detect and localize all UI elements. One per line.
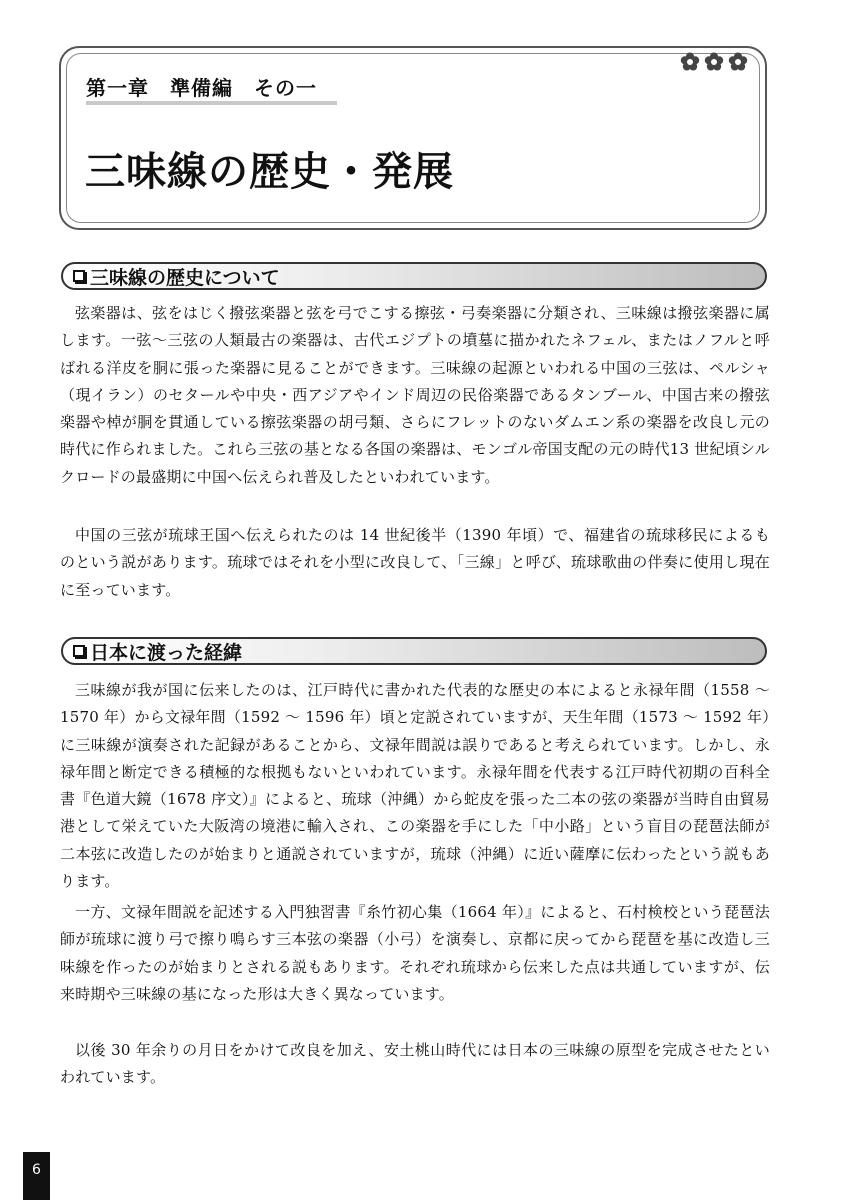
plum-blossom-icon — [680, 52, 700, 72]
checkbox-square-icon — [73, 645, 85, 657]
page-number: 6 — [23, 1152, 50, 1200]
plum-blossom-decoration — [680, 52, 748, 72]
section-heading-history — [61, 262, 767, 290]
paragraph: 弦楽器は、弦をはじく撥弦楽器と弦を弓でこする擦弦・弓奏楽器に分類され、三味線は撥弦楽器に属します。一弦～三弦の人類最古の楽器は、古代エジプトの墳墓に描かれたネフェル、またはノフルと呼ばれる洋皮を胴に張った楽器に見ることができます。三味線の起源といわれる中国の三弦は、ペルシャ（現イラン）のセタールや中央・西アジアやインド周辺の民俗楽器であるタンブール、中国古来の撥弦楽器や棹が胴を貫通している擦弦楽器の胡弓類、さらにフレットのないダムエン系の楽器を改良し元の時代に作られました。これら三弦の基となる各国の楽器は、モンゴル帝国支配の元の時代13 世紀頃シルクロードの最盛期に中国へ伝えられ普及したといわれています。 — [60, 304, 770, 486]
paragraph: 以後 30 年余りの月日をかけて改良を加え、安土桃山時代には日本の三味線の原型を完成させたといわれています。 — [60, 1041, 770, 1087]
section-heading-text: 三味線の歴史について — [90, 266, 280, 289]
plum-blossom-icon — [728, 52, 748, 72]
chapter-label: 第一章 準備編 その一 — [86, 72, 337, 105]
section-heading-arrival — [61, 637, 767, 665]
paragraph: 三味線が我が国に伝来したのは、江戸時代に書かれた代表的な歴史の本によると永禄年間（1558 ～ 1570 年）から文禄年間（1592 ～ 1596 年）頃と定説されていますが、天生年間（1573 ～ 1592 年）に三味線が演奏された記録があることから、文禄年間説は誤りであると考えられています。しかし、永禄年間と断定できる積極的な根拠もないといわれています。永禄年間を代表する江戸時代初期の百科全書『色道大鏡（1678 序文）』によると、琉球（沖縄）から蛇皮を張った二本の弦の楽器が当時自由貿易港として栄えていた大阪湾の境港に輸入され、この楽器を手にした「中小路」という盲目の琵琶法師が二本弦に改造したのが始まりと通説されていますが，琉球（沖縄）に近い薩摩に伝わったという説もあります。 — [60, 681, 770, 891]
section-heading-text: 日本に渡った経緯 — [90, 641, 243, 664]
plum-blossom-icon — [704, 52, 724, 72]
page-title: 三味線の歴史・発展 — [85, 148, 454, 195]
paragraph: 一方、文禄年間説を記述する入門独習書『糸竹初心集（1664 年）』によると、石村検校という琵琶法師が琉球に渡り弓で擦り鳴らす三本弦の楽器（小弓）を演奏し、京都に戻ってから琵琶を基に改造し三味線を作ったのが始まりとされる説もあります。それぞれ琉球から伝来した点は共通していますが、伝来時期や三味線の基になった形は大きく異なっています。 — [60, 903, 770, 1003]
checkbox-square-icon — [73, 270, 85, 282]
paragraph: 中国の三弦が琉球王国へ伝えられたのは 14 世紀後半（1390 年頃）で、福建省の琉球移民によるものという説があります。琉球ではそれを小型に改良して、「三線」と呼び、琉球歌曲の伴奏に使用し現在に至っています。 — [60, 526, 770, 599]
